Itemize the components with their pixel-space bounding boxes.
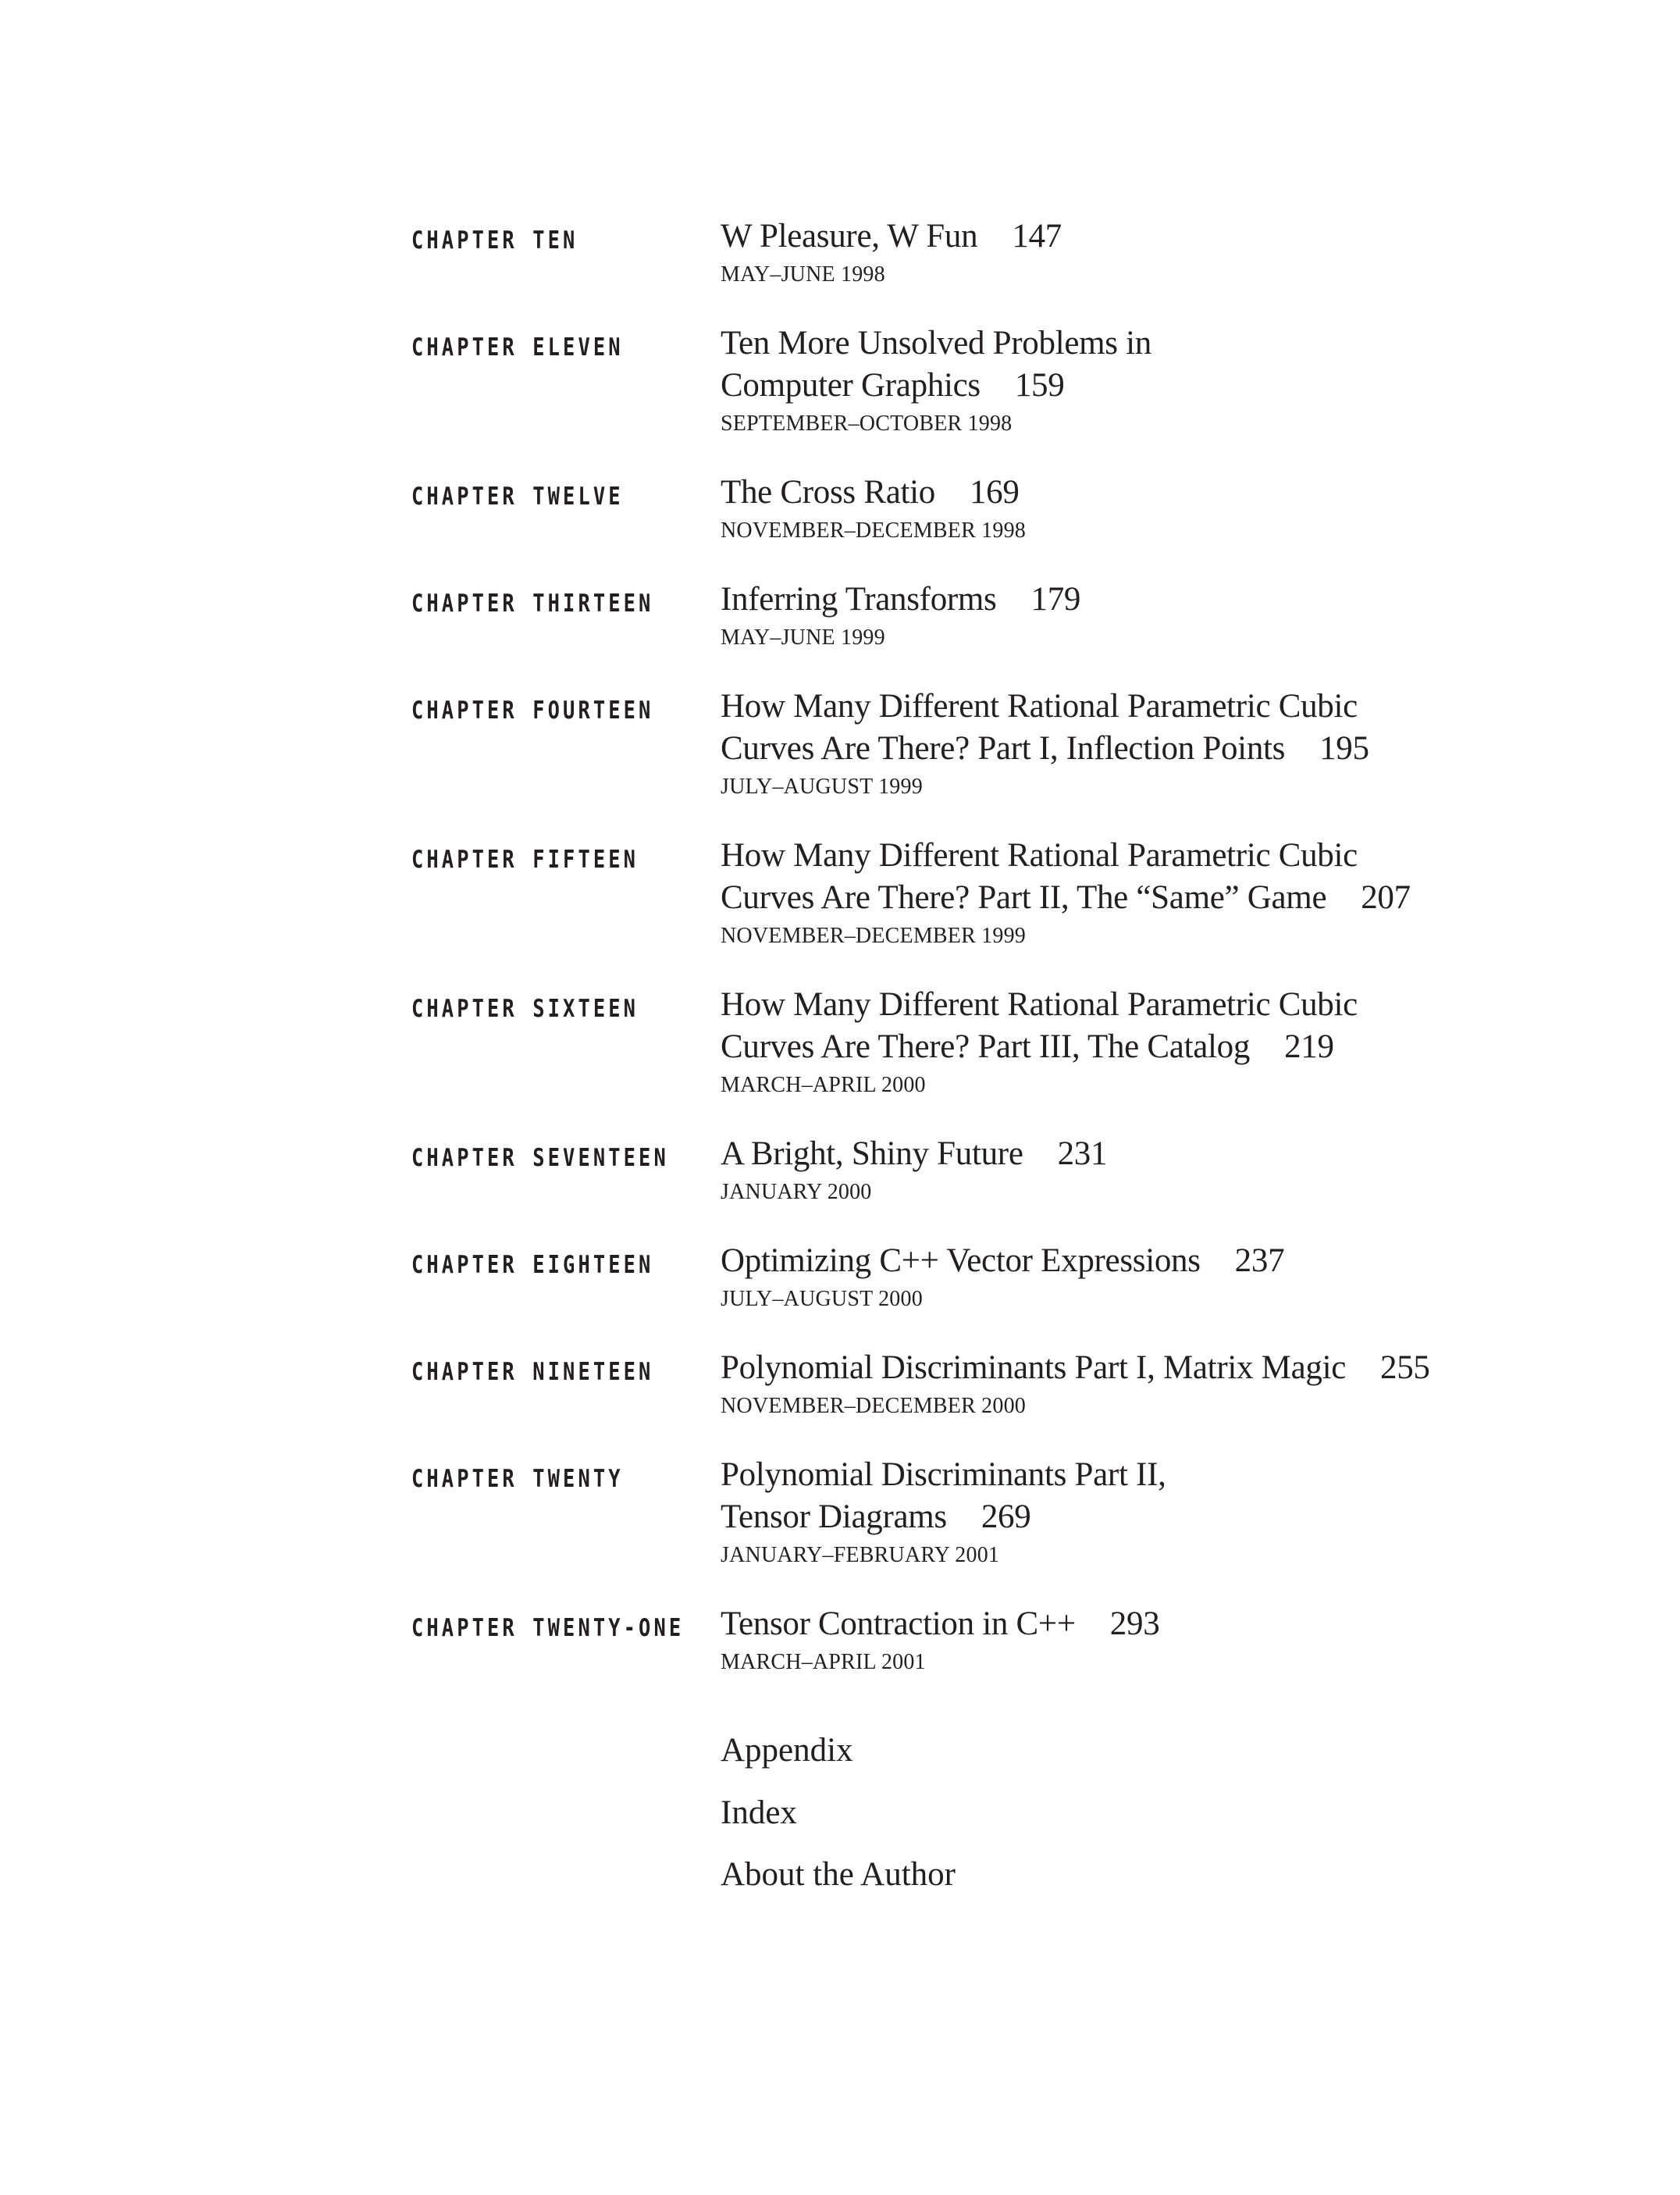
chapter-label: CHAPTER TWELVE <box>411 483 624 511</box>
page-number: 231 <box>1057 1135 1108 1172</box>
chapter-title: Optimizing C++ Vector Expressions 237 <box>721 1240 1657 1282</box>
chapter-title-block[interactable] <box>721 1454 1657 1569</box>
issue-date: JULY–AUGUST 2000 <box>721 1287 923 1311</box>
back-matter-appendix[interactable]: Appendix <box>721 1732 853 1769</box>
chapter-title: How Many Different Rational Parametric Cubic <box>721 986 1358 1023</box>
page-number: 255 <box>1380 1349 1430 1386</box>
back-matter-about-author[interactable]: About the Author <box>721 1856 956 1893</box>
chapter-label: CHAPTER THIRTEEN <box>411 590 654 618</box>
page-number: 169 <box>969 474 1020 511</box>
back-matter-index[interactable]: Index <box>721 1794 797 1831</box>
page-number: 237 <box>1234 1242 1285 1279</box>
issue-date: JULY–AUGUST 1999 <box>721 775 923 799</box>
chapter-title: Computer Graphics 159 <box>721 365 1657 407</box>
chapter-label: CHAPTER ELEVEN <box>411 333 624 362</box>
chapter-label: CHAPTER FOURTEEN <box>411 697 654 725</box>
chapter-label: CHAPTER TEN <box>411 226 578 255</box>
chapter-title: Polynomial Discriminants Part I, Matrix Magic 255 <box>721 1347 1657 1389</box>
chapter-title: Tensor Contraction in C++ 293 <box>721 1603 1657 1645</box>
chapter-label: CHAPTER FIFTEEN <box>411 846 639 874</box>
chapter-title: A Bright, Shiny Future 231 <box>721 1133 1657 1175</box>
chapter-title-block[interactable] <box>721 1240 1657 1313</box>
issue-date: MAY–JUNE 1999 <box>721 625 885 650</box>
chapter-label: CHAPTER SEVENTEEN <box>411 1144 669 1172</box>
issue-date: NOVEMBER–DECEMBER 2000 <box>721 1394 1026 1418</box>
chapter-title-block[interactable] <box>721 322 1657 437</box>
chapter-title: Curves Are There? Part I, Inflection Points 195 <box>721 728 1657 770</box>
chapter-label: CHAPTER TWENTY-ONE <box>411 1614 685 1642</box>
issue-date: SEPTEMBER–OCTOBER 1998 <box>721 412 1013 436</box>
chapter-label: CHAPTER NINETEEN <box>411 1358 654 1386</box>
issue-date: NOVEMBER–DECEMBER 1999 <box>721 924 1026 948</box>
issue-date: MAY–JUNE 1998 <box>721 262 885 287</box>
chapter-title: How Many Different Rational Parametric Cubic <box>721 837 1358 874</box>
chapter-title: Ten More Unsolved Problems in <box>721 325 1152 362</box>
chapter-title: Tensor Diagrams 269 <box>721 1496 1657 1538</box>
chapter-title-block[interactable] <box>721 1347 1657 1420</box>
chapter-title: W Pleasure, W Fun 147 <box>721 216 1657 258</box>
chapter-title: Polynomial Discriminants Part II, <box>721 1456 1166 1493</box>
page-number: 207 <box>1361 879 1411 916</box>
page-number: 219 <box>1284 1028 1334 1065</box>
chapter-title-block[interactable] <box>721 686 1657 800</box>
page-number: 293 <box>1109 1605 1160 1642</box>
chapter-title: The Cross Ratio 169 <box>721 472 1657 514</box>
chapter-title: Inferring Transforms 179 <box>721 579 1657 621</box>
chapter-label: CHAPTER EIGHTEEN <box>411 1251 654 1279</box>
page-number: 195 <box>1319 730 1369 767</box>
chapter-title-block[interactable] <box>721 579 1657 651</box>
page-number: 269 <box>981 1498 1031 1535</box>
page-number: 147 <box>1012 218 1062 255</box>
chapter-title-block[interactable] <box>721 835 1657 950</box>
chapter-title: Curves Are There? Part II, The “Same” Game 207 <box>721 877 1657 919</box>
chapter-label: CHAPTER TWENTY <box>411 1465 624 1493</box>
chapter-label: CHAPTER SIXTEEN <box>411 995 639 1023</box>
issue-date: MARCH–APRIL 2001 <box>721 1650 926 1674</box>
chapter-title: Curves Are There? Part III, The Catalog 219 <box>721 1026 1657 1068</box>
issue-date: NOVEMBER–DECEMBER 1998 <box>721 518 1026 543</box>
page-number: 179 <box>1030 581 1081 618</box>
chapter-title-block[interactable] <box>721 1133 1657 1206</box>
issue-date: JANUARY–FEBRUARY 2001 <box>721 1543 1000 1567</box>
chapter-title-block[interactable] <box>721 984 1657 1099</box>
page-number: 159 <box>1014 367 1065 404</box>
chapter-title-block[interactable] <box>721 472 1657 544</box>
chapter-title-block[interactable] <box>721 1603 1657 1676</box>
issue-date: JANUARY 2000 <box>721 1180 872 1204</box>
chapter-title-block[interactable] <box>721 216 1657 288</box>
chapter-title: How Many Different Rational Parametric Cubic <box>721 688 1358 725</box>
issue-date: MARCH–APRIL 2000 <box>721 1073 926 1097</box>
